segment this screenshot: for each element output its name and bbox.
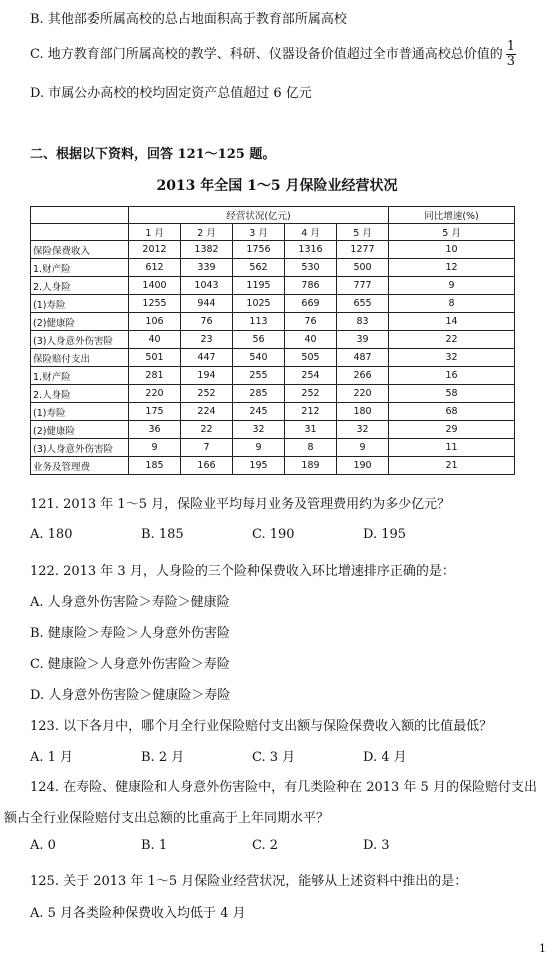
- table-cell: 501: [129, 349, 181, 367]
- table-cell: 786: [285, 277, 337, 295]
- table-cell: 106: [129, 313, 181, 331]
- option: B. 健康险＞寿险＞人身意外伤害险: [30, 626, 230, 641]
- row-label: (1)寿险: [31, 295, 129, 313]
- table-cell: 56: [233, 331, 285, 349]
- table-row: [31, 457, 515, 475]
- header-month: 4 月: [285, 224, 337, 241]
- option-c: [30, 40, 516, 69]
- option: B. 2 月: [141, 750, 185, 765]
- option: A. 180: [30, 527, 73, 542]
- table-cell: 487: [337, 349, 389, 367]
- table-cell: 1756: [233, 241, 285, 259]
- row-label: 业务及管理费: [31, 457, 129, 475]
- table-cell: 39: [337, 331, 389, 349]
- question-124-continued: 额占全行业保险赔付支出总额的比重高于上年同期水平？: [4, 811, 330, 826]
- growth-cell: 10: [389, 241, 515, 259]
- insurance-table: [30, 206, 515, 475]
- table-cell: 339: [181, 259, 233, 277]
- table-cell: 2012: [129, 241, 181, 259]
- table-row: [31, 349, 515, 367]
- option-b: B. 其他部委所属高校的总占地面积高于教育部所属高校: [30, 12, 347, 27]
- question-124: 124. 在寿险、健康险和人身意外伤害险中，有几类险种在 2013 年 5 月的保险赔付支出: [30, 780, 537, 795]
- option: D. 195: [363, 527, 407, 542]
- table-row: [31, 277, 515, 295]
- table-cell: 447: [181, 349, 233, 367]
- table-row: [31, 367, 515, 385]
- table-cell: 8: [285, 439, 337, 457]
- table-cell: 655: [337, 295, 389, 313]
- row-label: 1.财产险: [31, 259, 129, 277]
- option: C. 2: [252, 838, 279, 853]
- header-empty: [31, 224, 129, 241]
- table-cell: 22: [181, 421, 233, 439]
- table-body: [31, 241, 515, 475]
- option: D. 人身意外伤害险＞健康险＞寿险: [30, 688, 231, 703]
- table-cell: 32: [337, 421, 389, 439]
- row-label: 2.人身险: [31, 385, 129, 403]
- table-cell: 9: [233, 439, 285, 457]
- table-cell: 505: [285, 349, 337, 367]
- table-cell: 40: [129, 331, 181, 349]
- table-cell: 612: [129, 259, 181, 277]
- row-label: 2.人身险: [31, 277, 129, 295]
- table-cell: 1277: [337, 241, 389, 259]
- row-label: (3)人身意外伤害险: [31, 331, 129, 349]
- row-label: 保险保费收入: [31, 241, 129, 259]
- question-124-options: [30, 838, 474, 853]
- table-cell: 185: [129, 457, 181, 475]
- table-cell: 189: [285, 457, 337, 475]
- table-cell: 195: [233, 457, 285, 475]
- table-cell: 1043: [181, 277, 233, 295]
- table-cell: 9: [129, 439, 181, 457]
- row-label: (3)人身意外伤害险: [31, 439, 129, 457]
- header-month: 2 月: [181, 224, 233, 241]
- fraction-numerator: 1: [506, 39, 516, 54]
- option: B. 1: [141, 838, 168, 853]
- table-cell: 1382: [181, 241, 233, 259]
- row-label: 1.财产险: [31, 367, 129, 385]
- table-cell: 1195: [233, 277, 285, 295]
- table-cell: 220: [337, 385, 389, 403]
- table-header-row-2: [31, 224, 515, 241]
- growth-cell: 58: [389, 385, 515, 403]
- option-d: D. 市属公办高校的校均固定资产总值超过 6 亿元: [30, 86, 312, 101]
- header-month: 1 月: [129, 224, 181, 241]
- table-row: [31, 295, 515, 313]
- page-number: 1: [539, 942, 546, 955]
- table-cell: 9: [337, 439, 389, 457]
- growth-cell: 12: [389, 259, 515, 277]
- growth-cell: 32: [389, 349, 515, 367]
- table-cell: 777: [337, 277, 389, 295]
- option: D. 4 月: [363, 750, 407, 765]
- table-cell: 23: [181, 331, 233, 349]
- growth-cell: 9: [389, 277, 515, 295]
- growth-cell: 14: [389, 313, 515, 331]
- header-operating-status: 经营状况(亿元): [129, 207, 389, 224]
- table-cell: 76: [285, 313, 337, 331]
- table-row: [31, 421, 515, 439]
- table-cell: 166: [181, 457, 233, 475]
- table-cell: 7: [181, 439, 233, 457]
- fraction: [506, 40, 516, 69]
- row-label: 保险赔付支出: [31, 349, 129, 367]
- option: C. 190: [252, 527, 295, 542]
- table-header-row-1: [31, 207, 515, 224]
- table-cell: 212: [285, 403, 337, 421]
- table-cell: 285: [233, 385, 285, 403]
- growth-cell: 29: [389, 421, 515, 439]
- table-cell: 530: [285, 259, 337, 277]
- table-cell: 175: [129, 403, 181, 421]
- question-123-options: [30, 746, 474, 765]
- table-cell: 562: [233, 259, 285, 277]
- question-121-options: [30, 527, 474, 542]
- table-cell: 1316: [285, 241, 337, 259]
- table-row: [31, 313, 515, 331]
- table-cell: 540: [233, 349, 285, 367]
- table-cell: 113: [233, 313, 285, 331]
- table-row: [31, 331, 515, 349]
- header-growth-month: 5 月: [389, 224, 515, 241]
- growth-cell: 22: [389, 331, 515, 349]
- table-cell: 180: [337, 403, 389, 421]
- table-cell: 190: [337, 457, 389, 475]
- table-cell: 36: [129, 421, 181, 439]
- table-cell: 944: [181, 295, 233, 313]
- fraction-denominator: 3: [506, 54, 516, 69]
- table-cell: 40: [285, 331, 337, 349]
- table-cell: 252: [181, 385, 233, 403]
- table-cell: 255: [233, 367, 285, 385]
- table-cell: 1255: [129, 295, 181, 313]
- table-cell: 1400: [129, 277, 181, 295]
- growth-cell: 16: [389, 367, 515, 385]
- option: C. 健康险＞人身意外伤害险＞寿险: [30, 657, 230, 672]
- table-cell: 245: [233, 403, 285, 421]
- header-empty: [31, 207, 129, 224]
- table-cell: 31: [285, 421, 337, 439]
- question-123: 123. 以下各月中，哪个月全行业保险赔付支出额与保险保费收入额的比值最低？: [30, 719, 493, 734]
- table-cell: 194: [181, 367, 233, 385]
- section-heading: 二、根据以下资料，回答 121～125 题。: [30, 147, 276, 162]
- table-title: 2013 年全国 1～5 月保险业经营状况: [156, 178, 398, 194]
- table-cell: 76: [181, 313, 233, 331]
- row-label: (2)健康险: [31, 313, 129, 331]
- table-cell: 254: [285, 367, 337, 385]
- growth-cell: 8: [389, 295, 515, 313]
- row-label: (2)健康险: [31, 421, 129, 439]
- table-cell: 32: [233, 421, 285, 439]
- table-cell: 224: [181, 403, 233, 421]
- option: A. 5 月各类险种保费收入均低于 4 月: [30, 906, 246, 921]
- table-cell: 266: [337, 367, 389, 385]
- table-row: [31, 403, 515, 421]
- table-row: [31, 439, 515, 457]
- table-cell: 83: [337, 313, 389, 331]
- growth-cell: 68: [389, 403, 515, 421]
- question-122: 122. 2013 年 3 月，人身险的三个险种保费收入环比增速排序正确的是：: [30, 564, 455, 579]
- table-row: [31, 241, 515, 259]
- table-cell: 281: [129, 367, 181, 385]
- table-cell: 252: [285, 385, 337, 403]
- growth-cell: 21: [389, 457, 515, 475]
- option: A. 人身意外伤害险＞寿险＞健康险: [30, 595, 230, 610]
- option: C. 3 月: [252, 750, 296, 765]
- header-month: 3 月: [233, 224, 285, 241]
- option: A. 0: [30, 838, 56, 853]
- table-row: [31, 259, 515, 277]
- table-cell: 500: [337, 259, 389, 277]
- option: D. 3: [363, 838, 390, 853]
- question-121: 121. 2013 年 1～5 月，保险业平均每月业务及管理费用约为多少亿元？: [30, 497, 451, 512]
- option: A. 1 月: [30, 750, 74, 765]
- option-c-text: C. 地方教育部门所属高校的教学、科研、仪器设备价值超过全市普通高校总价值的: [30, 47, 503, 62]
- table-cell: 220: [129, 385, 181, 403]
- row-label: (1)寿险: [31, 403, 129, 421]
- table-row: [31, 385, 515, 403]
- table-cell: 1025: [233, 295, 285, 313]
- option: B. 185: [141, 527, 184, 542]
- header-growth: 同比增速(%): [389, 207, 515, 224]
- growth-cell: 11: [389, 439, 515, 457]
- table-cell: 669: [285, 295, 337, 313]
- question-125: 125. 关于 2013 年 1～5 月保险业经营状况，能够从上述资料中推出的是：: [30, 874, 468, 889]
- header-month: 5 月: [337, 224, 389, 241]
